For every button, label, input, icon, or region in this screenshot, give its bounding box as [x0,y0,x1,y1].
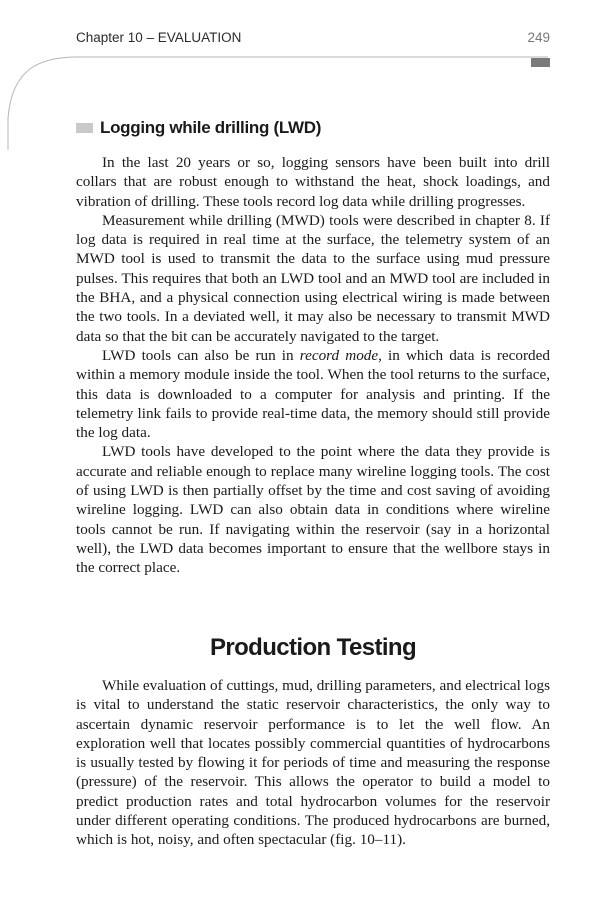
lwd-section-title: Logging while drilling (LWD) [100,118,322,137]
section-marker [76,123,93,133]
lwd-paragraph-2: Measurement while drilling (MWD) tools were described in chapter 8. If log data is required in real time at the surface, the telemetry system of an MWD tool is used to transmit the data to the surface using mud pressure pulses. This requires that both an LWD tool and an MWD tool are included in the BHA, and a physical connection using electrical wiring is made between the two tools. In a deviated well, it may also be necessary to transmit MWD data so that the bit can be accurately navigated to the target. [76,211,550,345]
production-paragraph-1: While evaluation of cuttings, mud, drilling parameters, and electrical logs is vital to understand the static reservoir characteristics, the only way to ascertain dynamic reservoir performance is to let the well flow. An exploration well that locates possibly commercial quantities of hydrocarbons is usually tested by flowing it for periods of time and measuring the response (pressure) of the reservoir. This allows the operator to build a model to predict production rates and total hydrocarbon volumes for the reservoir under different operating conditions. The produced hydrocarbons are burned, which is hot, noisy, and often spectacular (fig. 10–11). [76,677,550,849]
page-number: 249 [527,30,550,45]
lwd-paragraph-1: In the last 20 years or so, logging sensors have been built into drill collars that are robust enough to withstand the heat, shock loadings, and vibration of drilling. These tools record log data while drilling progresses. [76,154,550,210]
lwd-paragraph-3-end: , in which data is recorded within a memory module inside the tool. When the tool returns to the surface, this data is downloaded to a computer for analysis and printing. If the telemetry link fails to provide real-time data, the memory should still provide the log data. [76,346,550,442]
running-head [76,30,550,50]
production-section-body [76,676,550,850]
record-mode-emphasis: record mode [299,346,379,364]
lwd-section-heading [76,118,550,140]
production-testing-heading: Production Testing [209,634,417,661]
corner-marker [531,58,550,67]
chapter-label: Chapter 10 – EVALUATION [76,30,242,45]
lwd-paragraph-4: LWD tools have developed to the point where the data they provide is accurate and reliable enough to replace many wireline logging tools. The cost of using LWD is then partially offset by the time and cost saving of avoiding wireline logging. LWD can also obtain data in conditions where wireline tools cannot be run. If navigating within the reservoir (say in a horizontal well), the LWD data becomes important to ensure that the wellbore stays in the correct place. [76,443,550,577]
lwd-paragraph-3-start: LWD tools can also be run in [102,346,300,364]
lwd-section-body [76,153,550,578]
lwd-paragraph-3 [76,346,550,442]
